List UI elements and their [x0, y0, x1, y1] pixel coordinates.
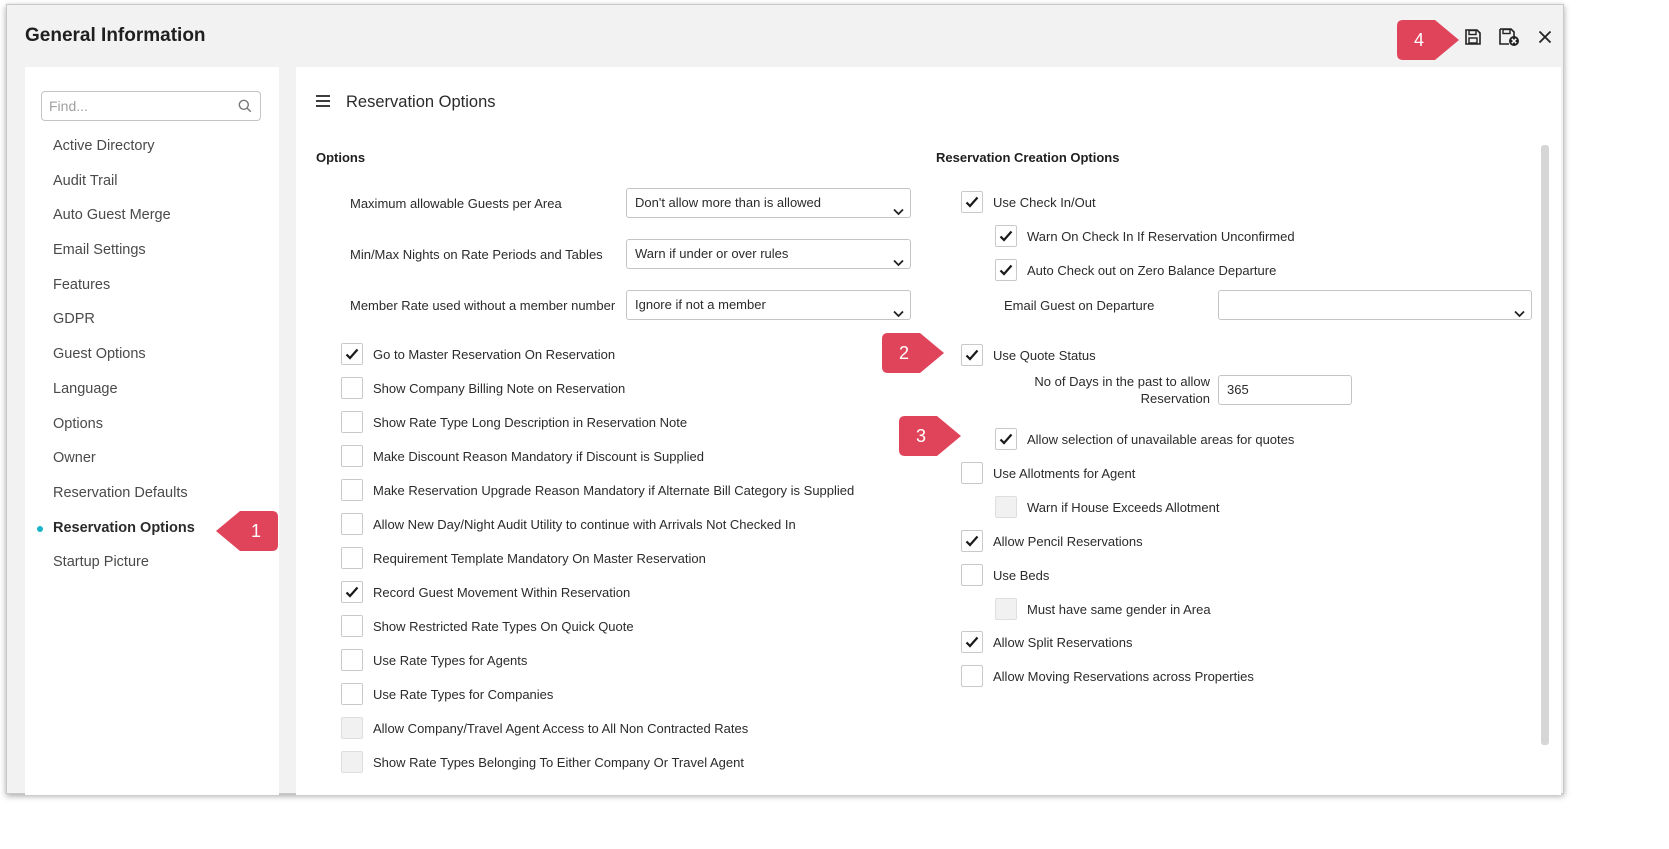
checkbox[interactable] [961, 462, 983, 484]
min-max-nights-label: Min/Max Nights on Rate Periods and Tables [350, 247, 603, 262]
checkmark-icon [345, 348, 359, 360]
checkbox[interactable] [341, 445, 363, 467]
checkmark-icon [999, 433, 1013, 445]
option-row[interactable] [341, 445, 704, 467]
save-icon[interactable] [1461, 25, 1485, 49]
auto-check-out-option[interactable] [995, 259, 1276, 281]
option-row[interactable] [341, 581, 630, 603]
option-row[interactable] [341, 615, 634, 637]
sidebar-item-label: GDPR [53, 311, 95, 328]
sidebar-item-gdpr[interactable] [25, 302, 279, 337]
checkbox[interactable] [341, 411, 363, 433]
checkbox-checked[interactable] [341, 343, 363, 365]
min-max-nights-select[interactable] [626, 239, 911, 269]
checkbox-label: Record Guest Movement Within Reservation [373, 584, 631, 600]
checkbox-checked[interactable] [961, 344, 983, 366]
panel-header [316, 93, 496, 112]
search-icon [238, 99, 252, 118]
select-value: Don't allow more than is allowed [635, 195, 822, 210]
page-title: Reservation Options [346, 93, 496, 111]
sidebar-item-label: Options [53, 415, 103, 432]
sidebar-item-language[interactable] [25, 372, 279, 407]
callout-number: 4 [1413, 29, 1424, 50]
callout-marker-2 [878, 331, 948, 375]
vertical-scrollbar[interactable] [1541, 145, 1549, 745]
window-title: General Information [25, 25, 206, 46]
sidebar-item-email-settings[interactable] [25, 233, 279, 268]
option-row [341, 751, 744, 773]
sidebar-item-label: Active Directory [53, 138, 155, 154]
option-row[interactable] [341, 649, 527, 671]
checkbox-checked[interactable] [961, 631, 983, 653]
checkbox-label: Use Check In/Out [993, 194, 1096, 210]
close-icon[interactable] [1533, 25, 1557, 49]
sidebar-item-label: Startup Picture [53, 554, 149, 571]
option-row[interactable] [341, 479, 854, 501]
checkbox-checked[interactable] [995, 225, 1017, 247]
checkbox[interactable] [341, 615, 363, 637]
checkbox-label: Requirement Template Mandatory On Master Reservation [373, 550, 706, 566]
checkbox-label: Make Discount Reason Mandatory if Discount is Supplied [373, 448, 704, 464]
allow-moving-option[interactable] [961, 665, 1254, 687]
settings-sidebar [25, 67, 279, 795]
sidebar-item-label: Features [53, 276, 111, 293]
option-row[interactable] [341, 377, 625, 399]
sidebar-item-options[interactable] [25, 407, 279, 442]
checkbox[interactable] [341, 649, 363, 671]
select-value: Warn if under or over rules [635, 246, 789, 261]
sidebar-item-auto-guest-merge[interactable] [25, 198, 279, 233]
chevron-down-icon [893, 198, 904, 226]
checkbox-label: Allow Moving Reservations across Properties [993, 668, 1254, 684]
checkbox-label: Show Rate Types Belonging To Either Company Or Travel Agent [373, 754, 744, 770]
sidebar-item-label: Audit Trail [53, 172, 118, 189]
chevron-down-icon [893, 300, 904, 328]
checkbox-label: Use Beds [993, 567, 1050, 583]
checkbox-checked[interactable] [341, 581, 363, 603]
sidebar-item-features[interactable] [25, 268, 279, 303]
member-rate-label: Member Rate used without a member number [350, 298, 616, 313]
checkbox-label: Must have same gender in Area [1027, 601, 1211, 617]
checkmark-icon [965, 196, 979, 208]
checkbox [341, 751, 363, 773]
sidebar-item-label: Email Settings [53, 242, 146, 259]
use-allotments-option[interactable] [961, 462, 1135, 484]
checkbox-label: Make Reservation Upgrade Reason Mandatory if Alternate Bill Category is Supplied [373, 482, 855, 498]
option-row [341, 717, 748, 739]
sidebar-item-label: Auto Guest Merge [53, 207, 171, 224]
callout-marker-4 [1393, 18, 1463, 62]
checkmark-icon [999, 264, 1013, 276]
checkbox-label: Show Restricted Rate Types On Quick Quote [373, 618, 634, 634]
days-past-label-line1: No of Days in the past to allow [1034, 374, 1210, 389]
use-check-in-out-option[interactable] [961, 191, 1096, 213]
sidebar-item-reservation-defaults[interactable] [25, 476, 279, 511]
checkbox[interactable] [341, 479, 363, 501]
use-beds-option[interactable] [961, 564, 1049, 586]
checkbox-label: Show Company Billing Note on Reservation [373, 380, 626, 396]
callout-marker-1 [212, 509, 282, 553]
option-row[interactable] [341, 343, 615, 365]
chevron-down-icon [893, 249, 904, 277]
checkbox [341, 717, 363, 739]
checkbox-label: Allow Split Reservations [993, 634, 1133, 650]
days-past-label-line2: Reservation [1140, 391, 1210, 406]
chevron-down-icon [1514, 300, 1525, 328]
checkmark-icon [965, 349, 979, 361]
checkbox-label: Show Rate Type Long Description in Reservation Note [373, 414, 688, 430]
sidebar-search[interactable] [41, 91, 261, 121]
max-guests-select[interactable] [626, 188, 911, 218]
option-row[interactable] [341, 411, 687, 433]
sidebar-item-guest-options[interactable] [25, 337, 279, 372]
sidebar-item-label: Guest Options [53, 346, 146, 363]
member-rate-select[interactable] [626, 290, 911, 320]
checkbox-label: Warn On Check In If Reservation Unconfirmed [1027, 228, 1295, 244]
checkbox [995, 598, 1017, 620]
warn-on-check-in-option[interactable] [995, 225, 1295, 247]
checkbox-label: Use Rate Types for Agents [373, 652, 528, 668]
checkbox[interactable] [961, 665, 983, 687]
save-close-icon[interactable] [1497, 25, 1521, 49]
checkmark-icon [965, 636, 979, 648]
general-information-window [6, 4, 1564, 794]
checkbox-checked[interactable] [961, 530, 983, 552]
callout-number: 2 [898, 342, 909, 363]
allow-split-option[interactable] [961, 631, 1132, 653]
sidebar-item-label: Reservation Options [53, 519, 195, 536]
same-gender-option [995, 598, 1211, 620]
sidebar-item-active-directory[interactable] [25, 129, 279, 164]
checkbox-label: Use Quote Status [993, 347, 1096, 363]
sidebar-item-label: Owner [53, 450, 96, 467]
checkbox[interactable] [341, 683, 363, 705]
checkbox[interactable] [341, 513, 363, 535]
checkbox-checked[interactable] [995, 428, 1017, 450]
allow-pencil-option[interactable] [961, 530, 1143, 552]
option-row[interactable] [341, 513, 796, 535]
checkbox-label: Allow Pencil Reservations [993, 533, 1143, 549]
checkbox-label: Allow selection of unavailable areas for quotes [1027, 431, 1295, 447]
checkmark-icon [345, 586, 359, 598]
checkbox-checked[interactable] [995, 259, 1017, 281]
checkmark-icon [999, 230, 1013, 242]
search-input[interactable] [47, 93, 227, 119]
checkbox-label: Allow Company/Travel Agent Access to All Non Contracted Rates [373, 720, 749, 736]
checkbox[interactable] [961, 564, 983, 586]
sidebar-item-audit-trail[interactable] [25, 164, 279, 199]
sidebar-item-label: Language [53, 380, 118, 397]
warn-house-exceeds-option [995, 496, 1219, 518]
creation-section-title: Reservation Creation Options [936, 150, 1120, 165]
options-section-title: Options [316, 150, 366, 165]
checkbox[interactable] [341, 547, 363, 569]
days-past-input[interactable]: 365 [1218, 375, 1352, 405]
checkbox-label: Allow New Day/Night Audit Utility to continue with Arrivals Not Checked In [373, 516, 796, 532]
callout-marker-3 [895, 414, 965, 458]
days-past-label [996, 373, 1210, 407]
checkbox-label: Auto Check out on Zero Balance Departure [1027, 262, 1277, 278]
sidebar-item-owner[interactable] [25, 441, 279, 476]
checkbox-label: Warn if House Exceeds Allotment [1027, 499, 1220, 515]
checkbox-label: Go to Master Reservation On Reservation [373, 346, 616, 362]
window-toolbar [1461, 25, 1557, 49]
checkmark-icon [965, 535, 979, 547]
use-quote-status-option[interactable] [961, 344, 1096, 366]
email-guest-label: Email Guest on Departure [1004, 298, 1155, 313]
checkbox-label: Use Rate Types for Companies [373, 686, 554, 702]
checkbox-checked[interactable] [961, 191, 983, 213]
checkbox [995, 496, 1017, 518]
hamburger-menu-icon[interactable] [316, 94, 330, 112]
callout-number: 3 [915, 425, 926, 446]
option-row[interactable] [341, 683, 553, 705]
checkbox-label: Use Allotments for Agent [993, 465, 1136, 481]
callout-number: 1 [250, 520, 261, 541]
sidebar-item-label: Reservation Defaults [53, 484, 188, 501]
checkbox[interactable] [341, 377, 363, 399]
max-guests-label: Maximum allowable Guests per Area [350, 196, 562, 211]
email-guest-select[interactable] [1218, 290, 1532, 320]
active-indicator-dot [37, 526, 43, 532]
allow-unavailable-option[interactable] [995, 428, 1294, 450]
select-value: Ignore if not a member [635, 297, 766, 312]
option-row[interactable] [341, 547, 706, 569]
